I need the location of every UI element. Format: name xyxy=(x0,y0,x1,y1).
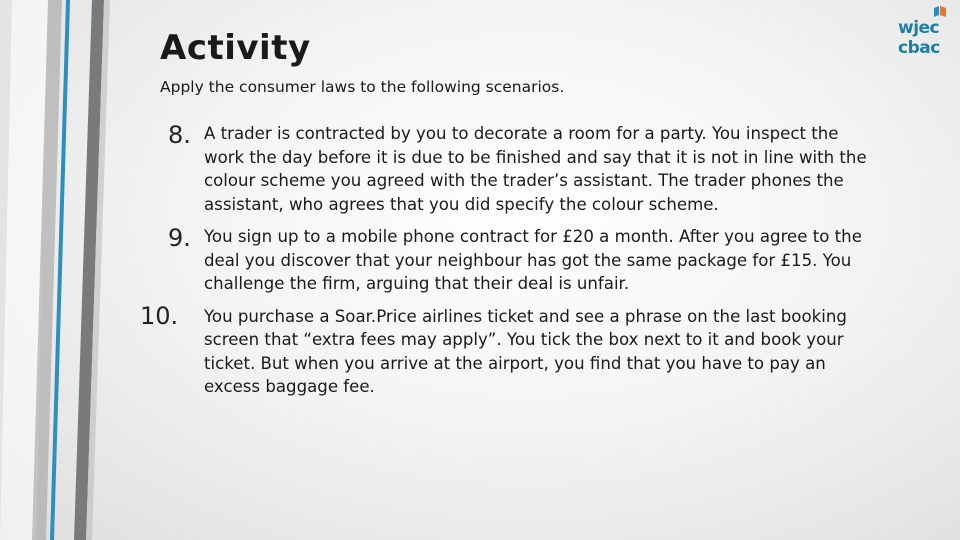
item-number: 9. xyxy=(168,224,191,252)
logo-line-2: cbac xyxy=(898,38,940,58)
page-subtitle: Apply the consumer laws to the following scenarios. xyxy=(160,78,565,96)
list-item xyxy=(140,301,880,399)
item-number: 10. xyxy=(140,301,179,330)
scenario-list xyxy=(140,121,880,408)
page-title: Activity xyxy=(160,28,311,68)
logo-line-1: wjec xyxy=(898,18,940,38)
list-item xyxy=(160,225,880,296)
logo-mark-icon xyxy=(932,6,948,18)
item-text: A trader is contracted by you to decorate a room for a party. You inspect the work the day before it is due to be finished and say that it is not in line with the colour scheme you agreed with the trader’s assistant. The trader phones the assistant, who agrees that you did specify the colour scheme. xyxy=(204,124,867,214)
list-item xyxy=(160,122,880,216)
wjec-cbac-logo xyxy=(896,6,948,60)
item-number: 8. xyxy=(168,121,191,149)
item-text: You sign up to a mobile phone contract for £20 a month. After you agree to the deal you discover that your neighbour has got the same package for £15. You challenge the firm, arguing that their deal is unfair. xyxy=(204,227,862,293)
decorative-side-bar xyxy=(0,0,130,540)
item-text: You purchase a Soar.Price airlines ticket and see a phrase on the last booking screen that “extra fees may apply”. You tick the box next to it and book your ticket. But when you arrive at the airport, you find that you have to pay an excess baggage fee. xyxy=(204,306,847,396)
